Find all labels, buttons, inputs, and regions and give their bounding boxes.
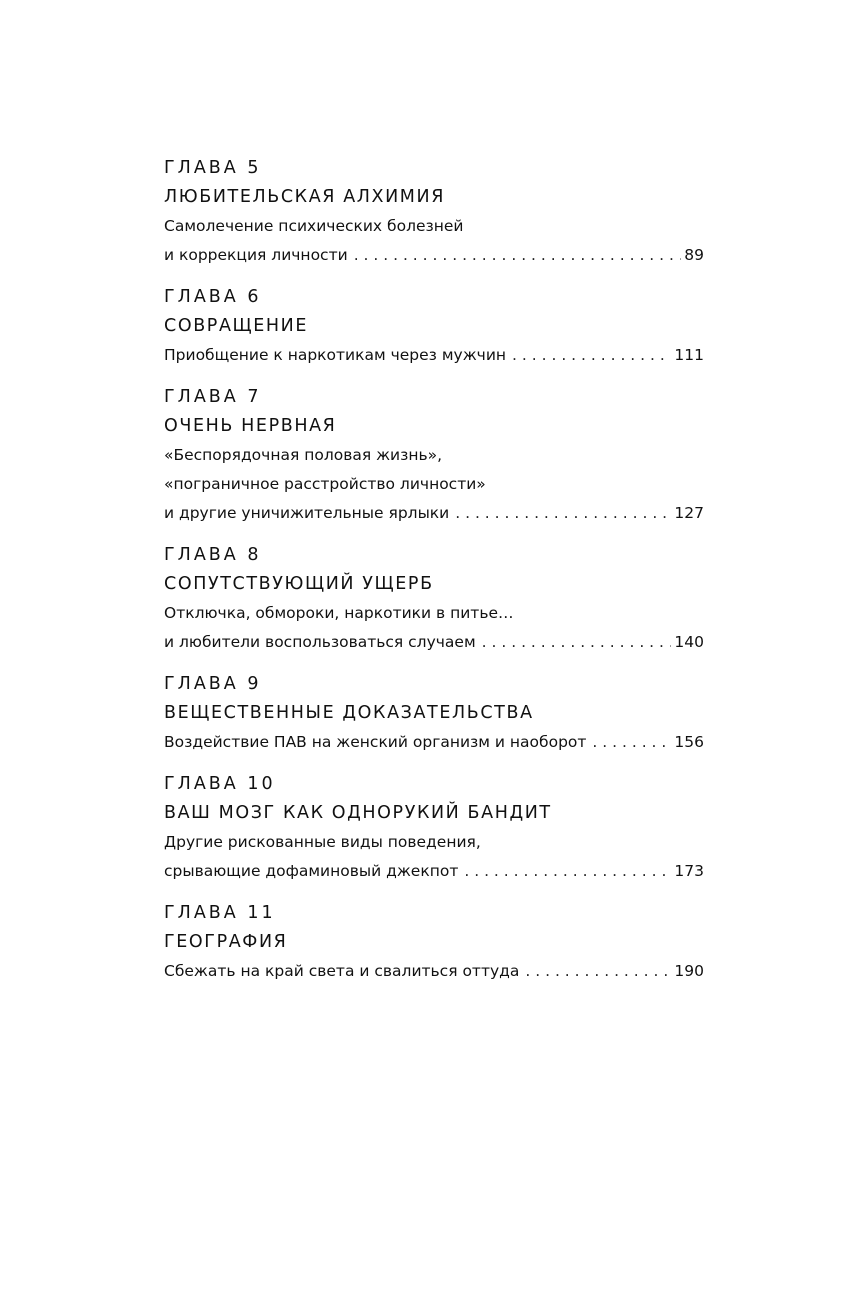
toc-entry-line (164, 957, 704, 986)
chapter-title: СОПУТСТВУЮЩИЙ УЩЕРБ (164, 574, 434, 594)
dot-leader (592, 728, 671, 757)
chapter-label: ГЛАВА 10 (164, 774, 276, 794)
chapter-title: ВАШ МОЗГ КАК ОДНОРУКИЙ БАНДИТ (164, 803, 552, 823)
dot-leader (354, 241, 682, 270)
chapter-subtitle-line: и любители воспользоваться случаем (164, 633, 476, 651)
chapter-title: ГЕОГРАФИЯ (164, 932, 288, 952)
chapter-label: ГЛАВА 11 (164, 903, 276, 923)
toc-entry-line (164, 499, 704, 528)
dot-leader (455, 499, 671, 528)
chapter-subtitle-line: «пограничное расстройство личности» (164, 475, 486, 493)
chapter-title: ОЧЕНЬ НЕРВНАЯ (164, 416, 337, 436)
dot-leader (482, 628, 672, 657)
toc-chapter-10[interactable] (164, 770, 704, 886)
page-number: 173 (674, 862, 704, 880)
toc-chapter-5[interactable] (164, 154, 704, 270)
dot-leader (464, 857, 671, 886)
dot-leader (512, 341, 671, 370)
chapter-label: ГЛАВА 5 (164, 158, 262, 178)
chapter-title: СОВРАЩЕНИЕ (164, 316, 309, 336)
chapter-label: ГЛАВА 9 (164, 674, 262, 694)
table-of-contents (164, 154, 704, 999)
toc-entry-line (164, 857, 704, 886)
chapter-title: ВЕЩЕСТВЕННЫЕ ДОКАЗАТЕЛЬСТВА (164, 703, 534, 723)
chapter-label: ГЛАВА 6 (164, 287, 262, 307)
chapter-subtitle-line: Самолечение психических болезней (164, 217, 464, 235)
toc-entry-line (164, 241, 704, 270)
toc-entry-line (164, 628, 704, 657)
toc-chapter-8[interactable] (164, 541, 704, 657)
page-number: 127 (674, 504, 704, 522)
chapter-subtitle-line: Сбежать на край света и свалиться оттуда (164, 962, 520, 980)
page-number: 140 (674, 633, 704, 651)
chapter-subtitle-line: Воздействие ПАВ на женский организм и наоборот (164, 733, 587, 751)
toc-chapter-9[interactable] (164, 670, 704, 757)
chapter-subtitle-line: Отключка, обмороки, наркотики в питье… (164, 604, 514, 622)
chapter-subtitle-line: и другие уничижительные ярлыки (164, 504, 450, 522)
page-number: 111 (674, 346, 704, 364)
toc-chapter-7[interactable] (164, 383, 704, 528)
chapter-subtitle-line: и коррекция личности (164, 246, 348, 264)
dot-leader (525, 957, 671, 986)
page-number: 190 (674, 962, 704, 980)
page-number: 89 (684, 246, 704, 264)
toc-chapter-11[interactable] (164, 899, 704, 986)
toc-entry-line (164, 728, 704, 757)
chapter-label: ГЛАВА 7 (164, 387, 262, 407)
page-number: 156 (674, 733, 704, 751)
toc-chapter-6[interactable] (164, 283, 704, 370)
chapter-subtitle-line: Приобщение к наркотикам через мужчин (164, 346, 507, 364)
chapter-subtitle-line: срывающие дофаминовый джекпот (164, 862, 459, 880)
toc-entry-line (164, 341, 704, 370)
chapter-subtitle-line: «Беспорядочная половая жизнь», (164, 446, 443, 464)
chapter-title: ЛЮБИТЕЛЬСКАЯ АЛХИМИЯ (164, 187, 445, 207)
chapter-label: ГЛАВА 8 (164, 545, 262, 565)
chapter-subtitle-line: Другие рискованные виды поведения, (164, 833, 481, 851)
